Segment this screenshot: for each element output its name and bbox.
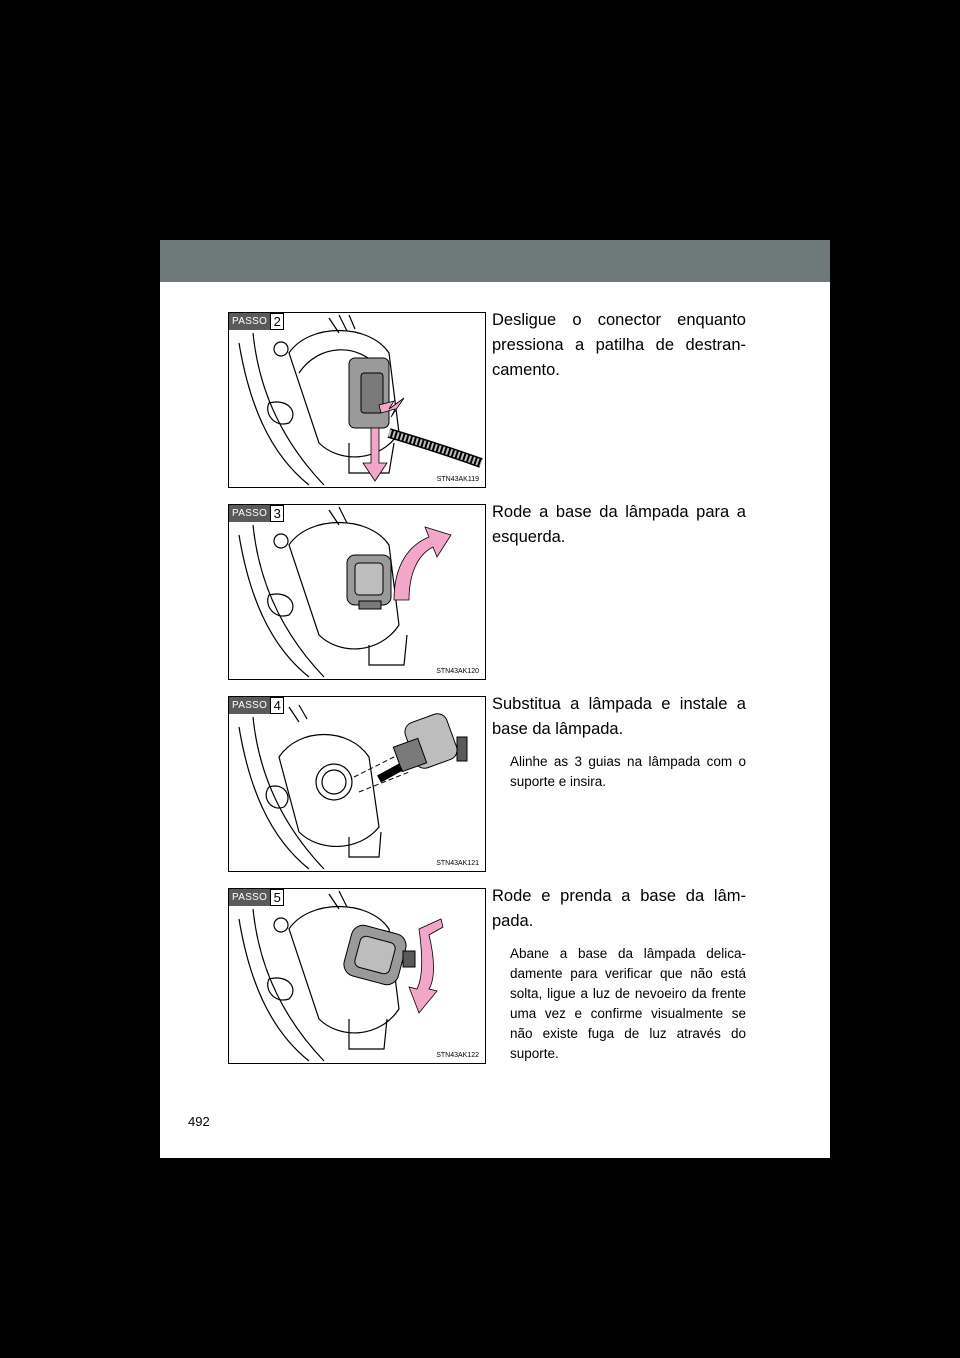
header-bar — [160, 240, 830, 282]
step-4-illustration — [228, 696, 486, 872]
figure-code: STN43AK122 — [436, 1052, 479, 1059]
figure-code: STN43AK120 — [436, 668, 479, 675]
manual-page — [160, 240, 830, 1158]
step-note: Alinhe as 3 guias na lâmpada com o suporte e insira. — [510, 754, 746, 789]
step-2-text — [492, 308, 746, 383]
step-instruction: Substitua a lâmpada e instale a base da lâmpada. — [492, 695, 746, 738]
figure-code: STN43AK121 — [436, 860, 479, 867]
bulb-secure-illustration — [229, 889, 485, 1063]
step-number: 5 — [270, 889, 284, 906]
step-word: PASSO — [229, 313, 270, 330]
step-5-illustration — [228, 888, 486, 1064]
step-2-illustration — [228, 312, 486, 488]
figure-code: STN43AK119 — [436, 476, 479, 483]
step-note: Abane a base da lâmpada delica-damente para verificar que não está solta, ligue a luz de nevoeiro da frente uma vez e confirme visualmente se não existe fuga de luz através do suporte. — [510, 946, 746, 1061]
step-number: 3 — [270, 505, 284, 522]
step-5-text — [492, 884, 746, 1064]
step-4-text — [492, 692, 746, 792]
step-instruction: Rode e prenda a base da lâm-pada. — [492, 887, 746, 930]
step-instruction: Desligue o conector enquanto pressiona a patilha de destran-camento. — [492, 311, 746, 379]
step-word: PASSO — [229, 505, 270, 522]
step-label — [229, 505, 284, 522]
connector-illustration — [229, 313, 485, 487]
step-number: 2 — [270, 313, 284, 330]
step-3-illustration — [228, 504, 486, 680]
step-number: 4 — [270, 697, 284, 714]
step-label — [229, 889, 284, 906]
step-label — [229, 697, 284, 714]
bulb-replace-illustration — [229, 697, 485, 871]
step-instruction: Rode a base da lâmpada para a esquerda. — [492, 503, 746, 546]
step-word: PASSO — [229, 889, 270, 906]
step-label — [229, 313, 284, 330]
step-3-text — [492, 500, 746, 550]
step-word: PASSO — [229, 697, 270, 714]
bulb-base-rotate-illustration — [229, 505, 485, 679]
page-number: 492 — [188, 1114, 210, 1129]
